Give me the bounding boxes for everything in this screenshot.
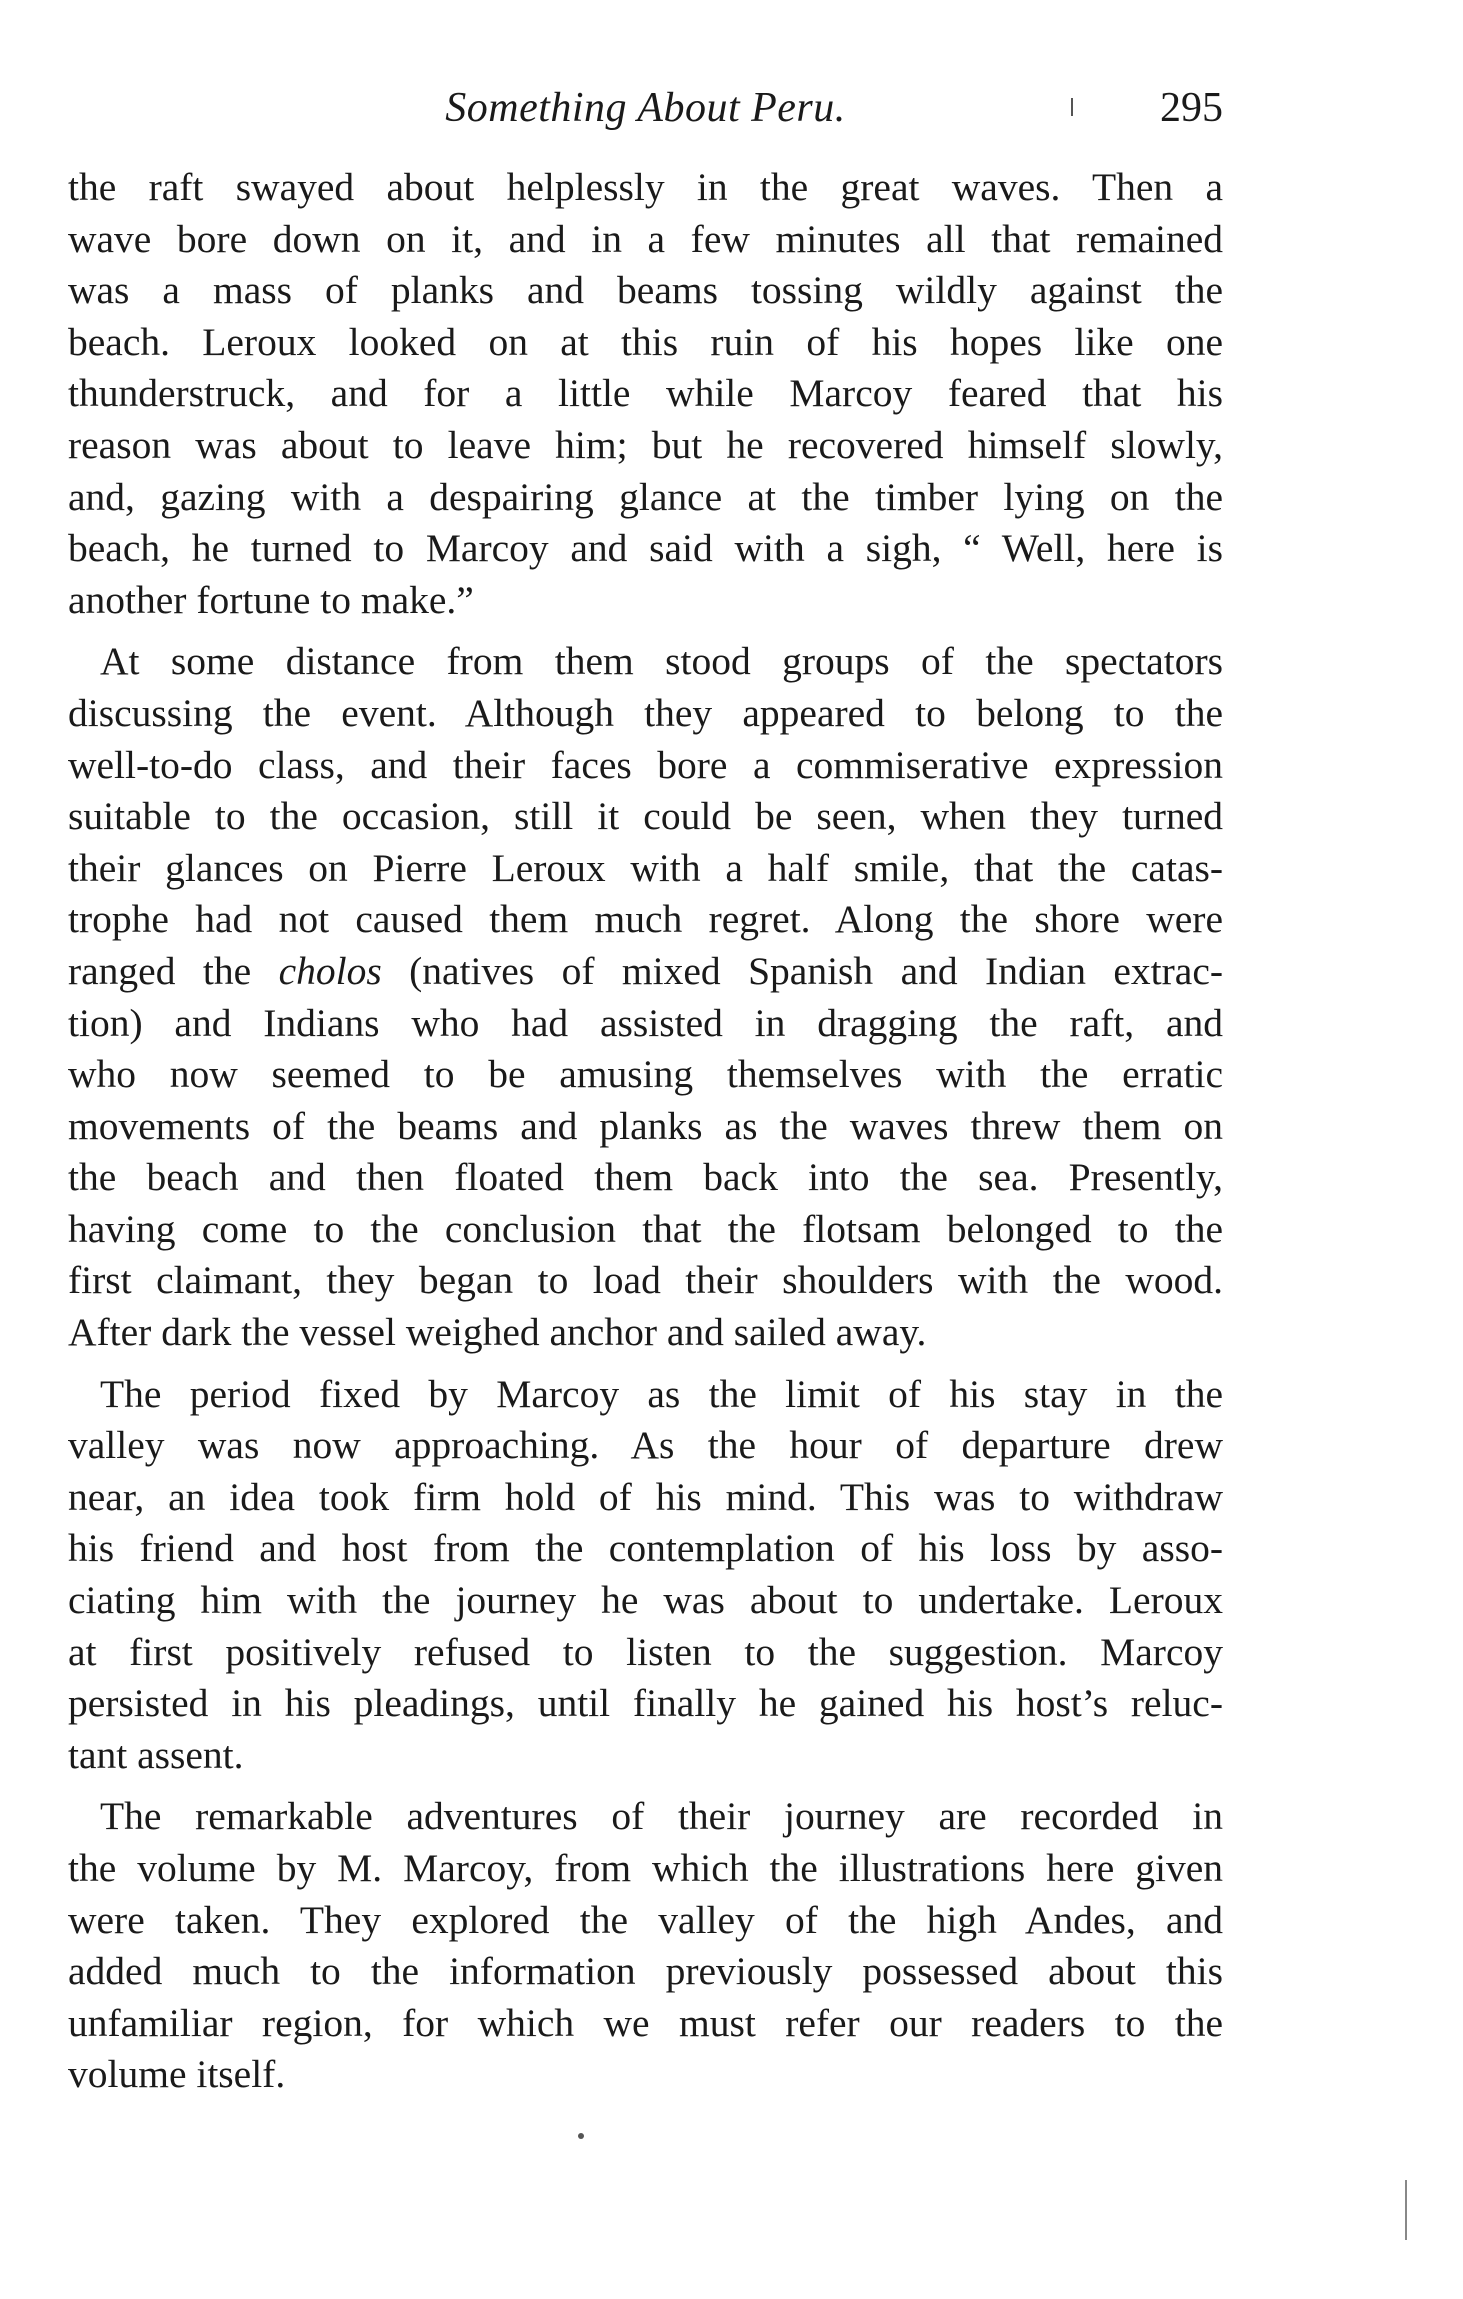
text-line: thunderstruck, and for a little while Marcoy feared that his [68,371,1223,416]
text-line: tant assent. [68,1732,244,1777]
text-line: his friend and host from the contemplation of his loss by asso- [68,1526,1223,1571]
text-line: first claimant, they began to load their shoulders with the wood. [68,1258,1223,1303]
text-line: valley was now approaching. As the hour of departure drew [68,1423,1223,1468]
paragraph-1 [68,162,1223,626]
text-line: persisted in his pleadings, until finally he gained his host’s reluc- [68,1681,1223,1726]
text-line: beach. Leroux looked on at this ruin of his hopes like one [68,319,1223,364]
text-line: well-to-do class, and their faces bore a commiserative expression [68,742,1223,787]
text-line: At some distance from them stood groups of the spectators [100,639,1223,684]
text-line: the raft swayed about helplessly in the great waves. Then a [68,165,1223,209]
text-line: was a mass of planks and beams tossing wildly against the [68,268,1223,313]
text-line: unfamiliar region, for which we must refer our readers to the [68,2000,1223,2045]
paragraph-2 [68,636,1223,1358]
paragraph-4 [68,1791,1223,2101]
text-segment: (natives of mixed Spanish and Indian extrac- [381,948,1223,993]
text-line: at first positively refused to listen to the suggestion. Marcoy [68,1629,1223,1674]
text-line: After dark the vessel weighed anchor and sailed away. [68,1310,927,1355]
text-line: their glances on Pierre Leroux with a half smile, that the catas- [68,845,1223,890]
text-line: and, gazing with a despairing glance at the timber lying on the [68,474,1223,519]
paragraph-3 [68,1369,1223,1782]
italic-term: cholos [278,948,382,993]
text-line: added much to the information previously possessed about this [68,1949,1223,1994]
running-head [68,80,1223,140]
text-line: trophe had not caused them much regret. Along the shore were [68,897,1223,942]
text-line: having come to the conclusion that the flotsam belonged to the [68,1206,1223,1251]
text-line: suitable to the occasion, still it could be seen, when they turned [68,794,1223,839]
text-line-with-italic [68,946,1223,998]
text-line: beach, he turned to Marcoy and said with a sigh, “ Well, here is [68,526,1223,571]
text-line: The remarkable adventures of their journey are recorded in [100,1794,1223,1839]
text-line: the beach and then floated them back into the sea. Presently, [68,1155,1223,1200]
scan-speck [1405,2180,1407,2240]
text-line: tion) and Indians who had assisted in dragging the raft, and [68,1000,1223,1045]
scan-speck [1071,98,1073,116]
body-text [68,162,1223,2111]
scan-speck [578,2133,584,2139]
text-line: The period fixed by Marcoy as the limit of his stay in the [100,1371,1223,1416]
text-line: the volume by M. Marcoy, from which the illustrations here given [68,1846,1223,1890]
text-line: wave bore down on it, and in a few minutes all that remained [68,216,1223,261]
text-line: another fortune to make.” [68,577,474,622]
text-line: movements of the beams and planks as the waves threw them on [68,1103,1223,1148]
text-line: near, an idea took firm hold of his mind. This was to withdraw [68,1474,1223,1519]
text-segment: ranged the [68,948,279,993]
text-line: ciating him with the journey he was about to undertake. Leroux [68,1578,1223,1623]
text-line: reason was about to leave him; but he recovered himself slowly, [68,422,1223,467]
text-line: volume itself. [68,2052,286,2097]
text-line: who now seemed to be amusing themselves with the erratic [68,1052,1223,1097]
text-line: discussing the event. Although they appeared to belong to the [68,690,1223,735]
page-number: 295 [1160,85,1223,131]
text-line: were taken. They explored the valley of the high Andes, and [68,1897,1223,1942]
running-title: Something About Peru. [445,85,846,131]
